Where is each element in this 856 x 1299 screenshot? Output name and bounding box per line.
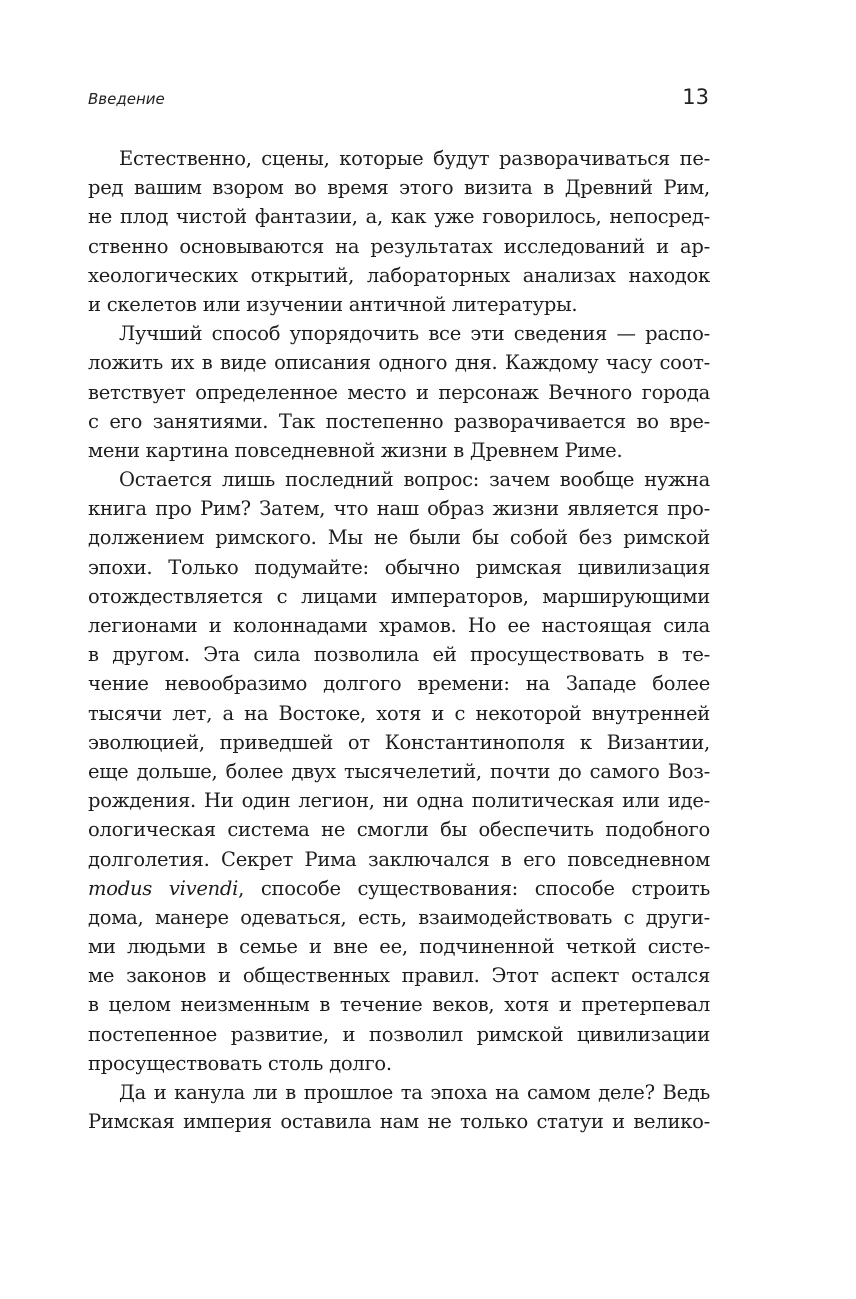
text-line: эволюцией, приведшей от Константинополя к Византии, [88, 730, 710, 754]
text-line: еще дольше, более двух тысячелетий, почти до самого Воз- [88, 759, 710, 783]
paragraph-2 [88, 319, 710, 465]
text-line: ложить их в виде описания одного дня. Каждому часу соот- [88, 351, 710, 375]
text-line: дома, манере одеваться, есть, взаимодействовать с други- [88, 905, 710, 929]
text-line-rest: , способе существования: способе строить [238, 876, 710, 900]
text-line: Естественно, сцены, которые будут разворачиваться пе- [119, 147, 710, 170]
text-line: Римская империя оставила нам не только статуи и велико- [88, 1110, 710, 1134]
text-line: с его занятиями. Так постепенно разворачивается во вре- [88, 409, 710, 433]
text-line: мени картина повседневной жизни в Древнем Риме. [88, 438, 623, 462]
page-number: 13 [682, 85, 709, 109]
text-line: тысячи лет, а на Востоке, хотя и с некоторой внутренней [88, 701, 710, 725]
running-head-section-title: Введение [88, 90, 165, 108]
text-line: ветствует определенное место и персонаж Вечного города [88, 380, 710, 404]
text-line: ми людьми в семье и вне ее, подчиненной четкой систе- [88, 935, 710, 959]
text-line: рождения. Ни один легион, ни одна политическая или иде- [88, 789, 710, 813]
text-line: Остается лишь последний вопрос: зачем вообще нужна [119, 468, 710, 492]
text-line: чение невообразимо долгого времени: на Западе более [88, 672, 710, 696]
text-line: отождествляется с лицами императоров, марширующими [88, 584, 710, 608]
text-line-with-italic [88, 874, 710, 903]
text-line: не плод чистой фантазии, а, как уже говорилось, непосред- [88, 205, 710, 229]
italic-latin-phrase: modus vivendi [88, 876, 239, 900]
text-line: долголетия. Секрет Рима заключался в его повседневном [88, 847, 710, 871]
text-line: Лучший способ упорядочить все эти сведения — распо- [119, 322, 710, 346]
paragraph-4 [88, 1078, 710, 1136]
text-line: должением римского. Мы не были бы собой без римской [88, 526, 710, 550]
text-line: постепенное развитие, и позволил римской цивилизации [88, 1022, 710, 1046]
text-line: книга про Рим? Затем, что наш образ жизни является про- [88, 497, 710, 521]
text-line: ме законов и общественных правил. Этот аспект остался [88, 964, 710, 988]
text-line: ред вашим взором во время этого визита в Древний Рим, [88, 176, 710, 200]
paragraph-3 [88, 465, 710, 1078]
text-line: просуществовать столь долго. [88, 1051, 392, 1075]
text-line: в другом. Эта сила позволила ей просуществовать в те- [88, 643, 710, 667]
text-line: хеологических открытий, лабораторных анализах находок [88, 263, 710, 287]
text-line: ологическая система не смогли бы обеспечить подобного [88, 818, 710, 842]
text-line: легионами и колоннадами храмов. Но ее настоящая сила [88, 614, 710, 637]
text-line: Да и канула ли в прошлое та эпоха на самом деле? Ведь [119, 1081, 710, 1104]
text-line: в целом неизменным в течение веков, хотя и претерпевал [88, 993, 710, 1017]
text-line: ственно основываются на результатах исследований и ар- [88, 234, 710, 258]
paragraph-1 [88, 144, 710, 319]
text-line: и скелетов или изучении античной литературы. [88, 292, 578, 316]
text-line: эпохи. Только подумайте: обычно римская цивилизация [88, 555, 710, 579]
body-text [88, 144, 710, 1136]
